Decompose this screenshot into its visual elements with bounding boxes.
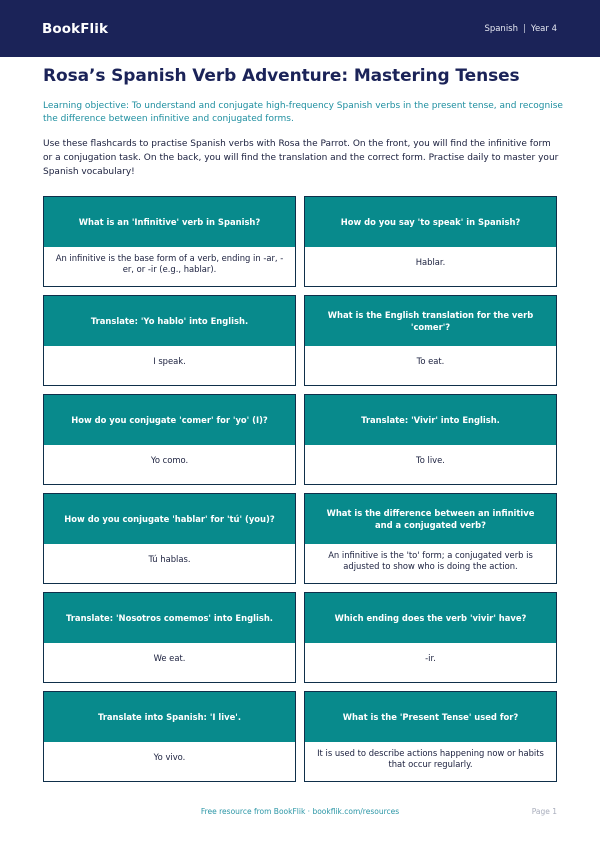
flashcard — [304, 493, 557, 584]
flashcard-front: What is the difference between an infinitive and a conjugated verb? — [305, 494, 556, 544]
flashcard-front: Translate: 'Nosotros comemos' into English. — [44, 593, 295, 643]
flashcard-front: What is an 'Infinitive' verb in Spanish? — [44, 197, 295, 247]
intro-paragraph: Use these flashcards to practise Spanish verbs with Rosa the Parrot. On the front, you will find the infinitive form or a conjugation task. On the back, you will find the translation and the correct form. Practise daily to master your Spanish vocabulary! — [43, 139, 559, 177]
meta-separator: | — [523, 23, 526, 34]
flashcard — [304, 196, 557, 287]
flashcard-back: Yo vivo. — [153, 752, 186, 762]
flashcard — [304, 295, 557, 386]
year-label: Year 4 — [530, 23, 557, 34]
flashcard-back: An infinitive is the 'to' form; a conjugated verb is adjusted to show who is doing the action. — [328, 550, 533, 571]
flashcard — [43, 295, 296, 386]
brand-logo[interactable]: BookFlik — [42, 20, 109, 37]
flashcard-back: To live. — [416, 455, 445, 465]
flashcard — [43, 196, 296, 287]
flashcard — [304, 691, 557, 782]
flashcard-front: Translate: 'Yo hablo' into English. — [44, 296, 295, 346]
header-meta — [484, 24, 557, 34]
flashcard — [304, 394, 557, 485]
page-title: Rosa’s Spanish Verb Adventure: Mastering Tenses — [43, 66, 520, 86]
flashcard-front: How do you conjugate 'comer' for 'yo' (I)? — [44, 395, 295, 445]
flashcard-back: I speak. — [153, 356, 186, 366]
footer-link[interactable]: Free resource from BookFlik · bookflik.com/resources — [200, 807, 400, 816]
flashcard-back: Yo como. — [150, 455, 189, 465]
flashcard-front: What is the English translation for the verb 'comer'? — [305, 296, 556, 346]
flashcard-back: Hablar. — [415, 257, 446, 267]
flashcard-grid — [43, 196, 557, 782]
flashcard-front: Translate: 'Vivir' into English. — [305, 395, 556, 445]
subject-label: Spanish — [484, 23, 519, 34]
flashcard — [43, 493, 296, 584]
flashcard-front: How do you conjugate 'hablar' for 'tú' (you)? — [44, 494, 295, 544]
learning-objective: Learning objective: To understand and conjugate high-frequency Spanish verbs in the present tense, and recognise the difference between infinitive and conjugated forms. — [43, 101, 563, 124]
flashcard-back: To eat. — [416, 356, 445, 366]
flashcard-front: How do you say 'to speak' in Spanish? — [305, 197, 556, 247]
flashcard-front: What is the 'Present Tense' used for? — [305, 692, 556, 742]
flashcard — [43, 691, 296, 782]
page-header — [0, 0, 600, 57]
flashcard-back: We eat. — [153, 653, 186, 663]
flashcard-front: Translate into Spanish: 'I live'. — [44, 692, 295, 742]
flashcard-back: Tú hablas. — [148, 554, 191, 564]
flashcard — [304, 592, 557, 683]
flashcard-back: An infinitive is the base form of a verb, ending in -ar, -er, or -ir (e.g., hablar). — [55, 253, 284, 274]
flashcard — [43, 394, 296, 485]
page-number: Page 1 — [531, 807, 557, 816]
flashcard-back: It is used to describe actions happening now or habits that occur regularly. — [317, 748, 544, 769]
flashcard — [43, 592, 296, 683]
flashcard-back: -ir. — [425, 653, 436, 663]
flashcard-front: Which ending does the verb 'vivir' have? — [305, 593, 556, 643]
